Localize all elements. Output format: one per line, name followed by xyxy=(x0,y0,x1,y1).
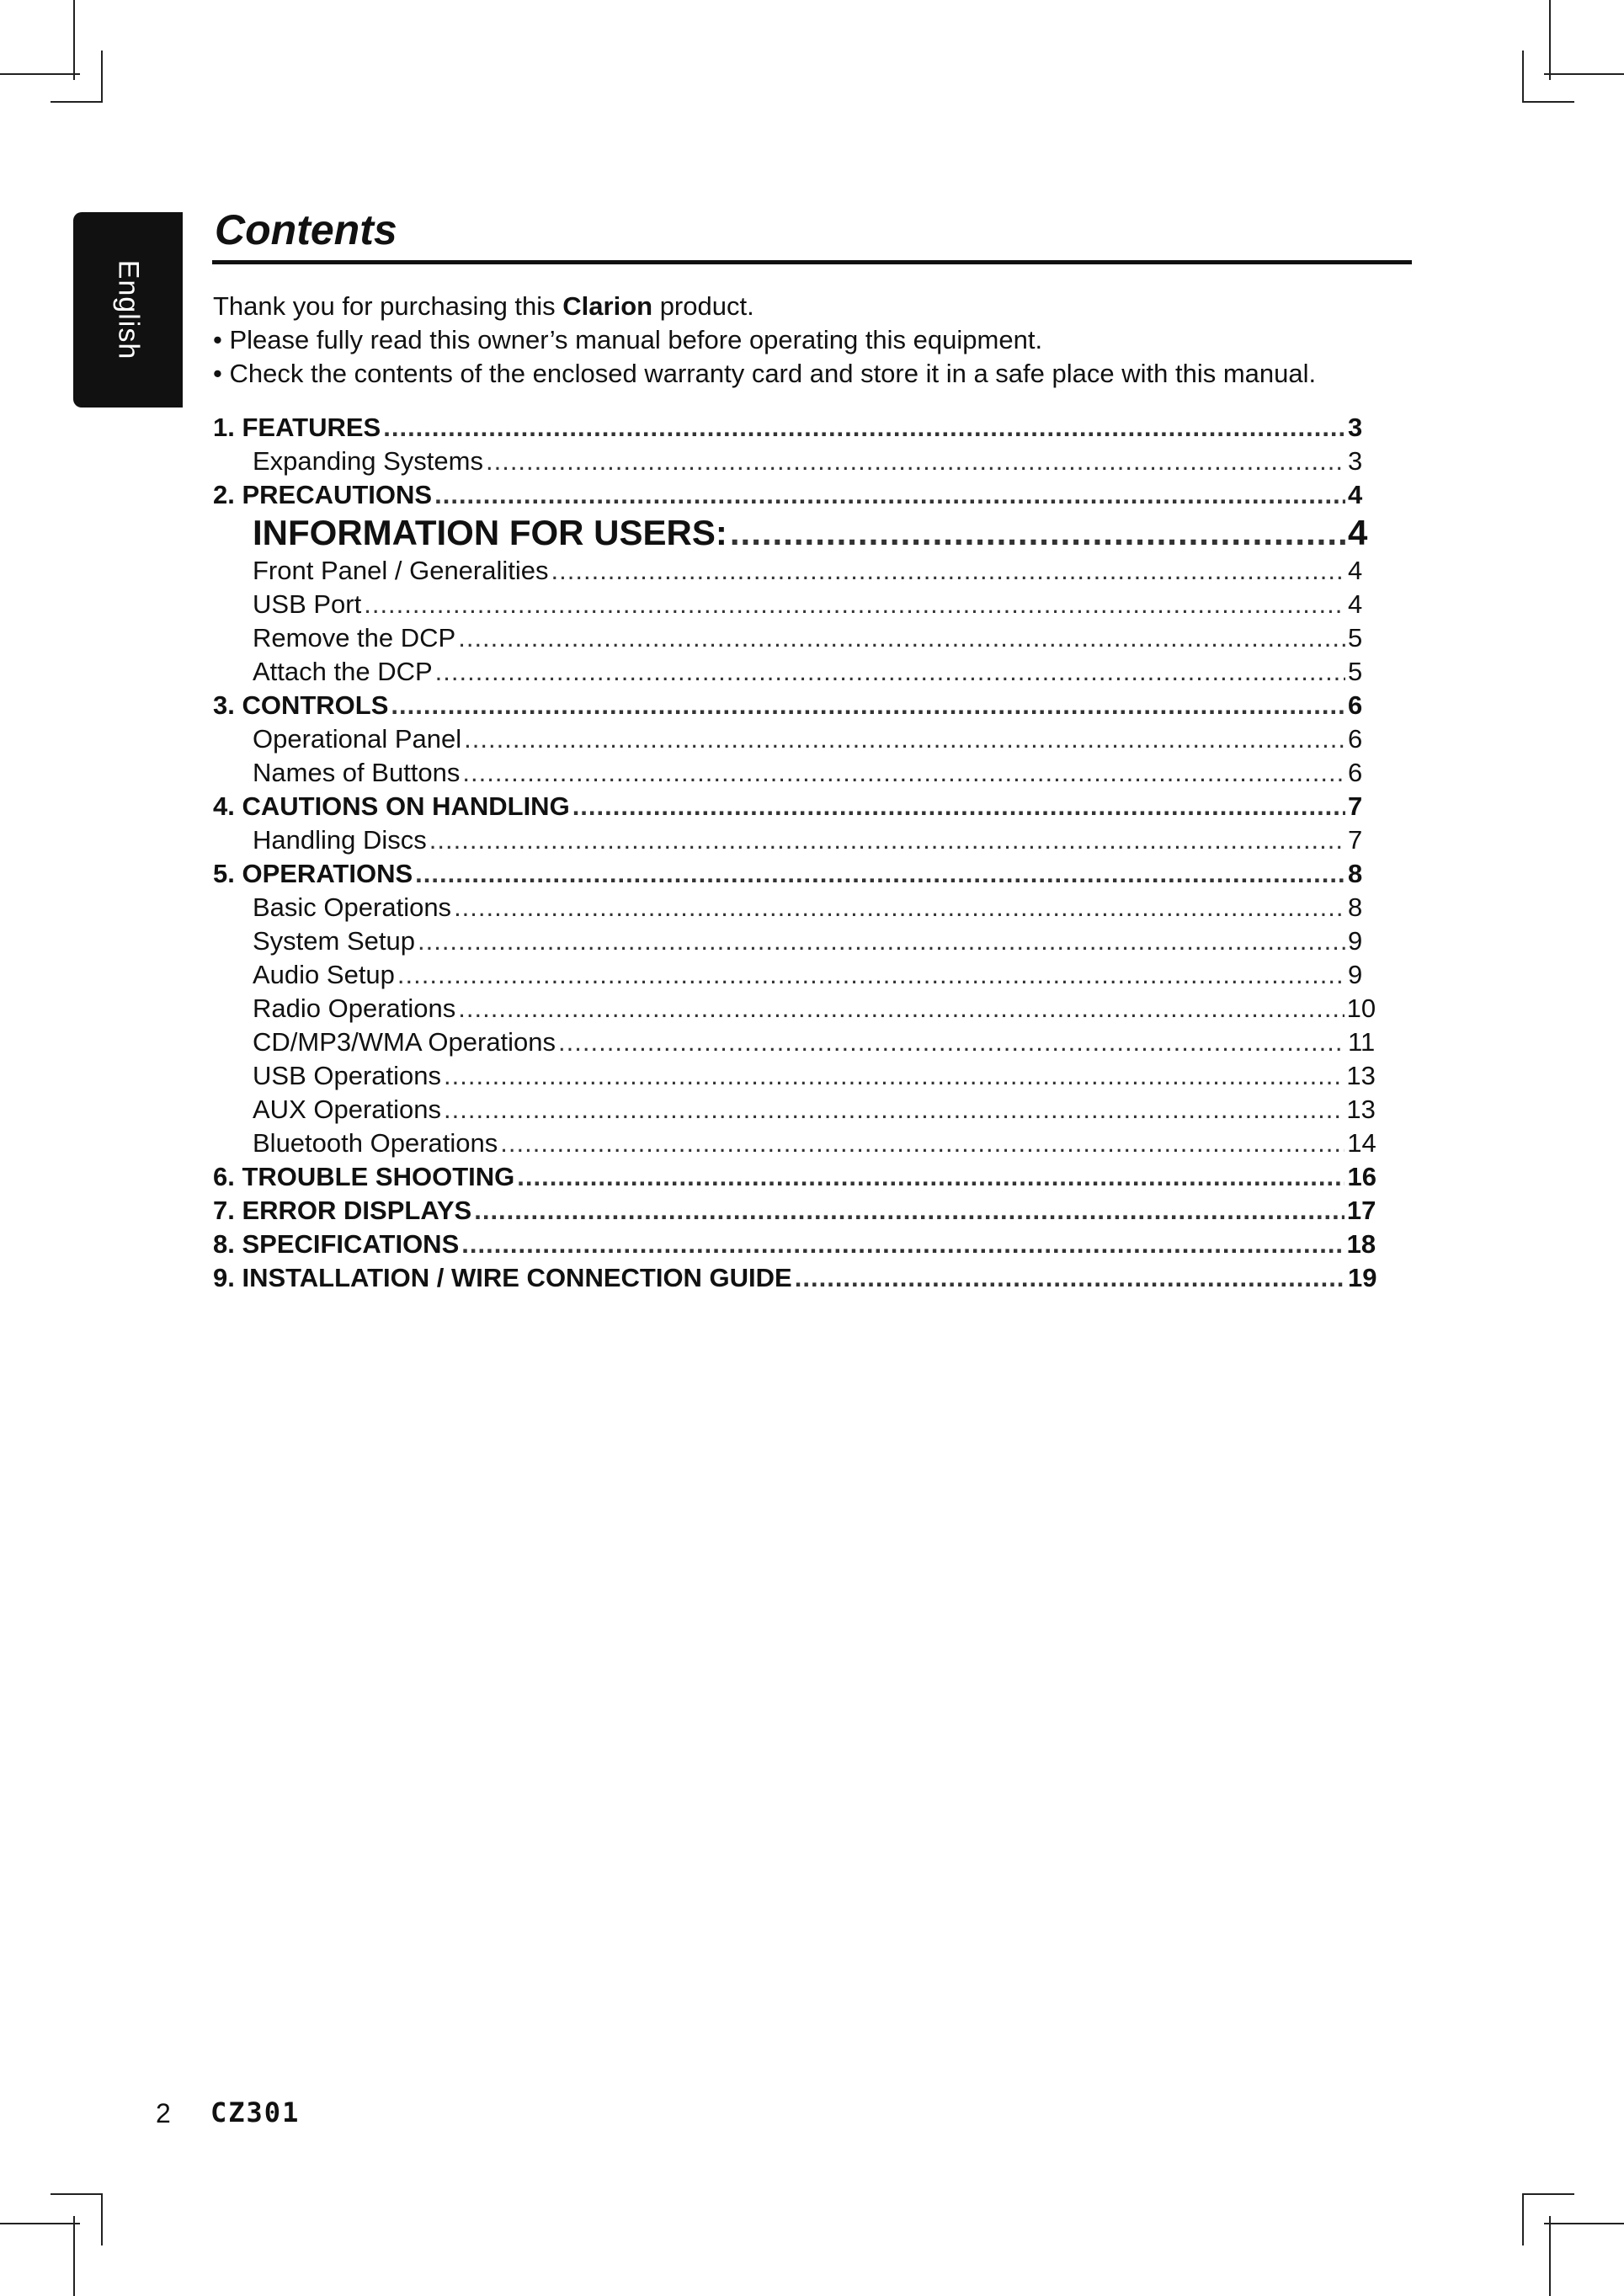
toc-leader-dots xyxy=(551,554,1345,588)
toc-leader-dots xyxy=(486,445,1345,478)
toc-entry[interactable] xyxy=(213,823,1363,857)
toc-entry-label: CD/MP3/WMA Operations xyxy=(253,1027,556,1057)
title-divider xyxy=(212,260,1412,264)
toc-leader-dots xyxy=(558,1025,1345,1059)
intro-thanks xyxy=(213,290,1417,323)
toc-leader-dots xyxy=(517,1160,1344,1194)
intro-text xyxy=(213,290,1417,391)
crop-mark-top-left-v xyxy=(73,0,75,80)
toc-entry-label: Names of Buttons xyxy=(253,758,461,787)
toc-entry-page: 5 xyxy=(1348,657,1363,686)
toc-entry-label: 5. OPERATIONS xyxy=(213,859,413,888)
model-name: CZ301 xyxy=(210,2096,301,2128)
toc-entry[interactable] xyxy=(213,857,1363,891)
language-tab xyxy=(73,212,183,408)
toc-leader-dots xyxy=(435,655,1345,689)
crop-mark-top-right-h2 xyxy=(1522,101,1574,103)
toc-leader-dots xyxy=(391,689,1345,722)
toc-entry-label: INFORMATION FOR USERS: xyxy=(253,513,727,552)
toc-entry[interactable] xyxy=(213,689,1363,722)
crop-mark-top-right-v2 xyxy=(1522,51,1524,103)
toc-entry-page: 8 xyxy=(1348,892,1363,922)
toc-leader-dots xyxy=(500,1127,1344,1160)
toc-entry-page: 10 xyxy=(1346,994,1376,1023)
crop-mark-bottom-left-v2 xyxy=(101,2193,103,2245)
toc-entry[interactable] xyxy=(213,756,1363,790)
toc-entry[interactable] xyxy=(213,411,1363,445)
toc-entry-label: Expanding Systems xyxy=(253,446,483,476)
toc-entry-page: 18 xyxy=(1346,1229,1376,1259)
toc-leader-dots xyxy=(464,722,1345,756)
toc-entry-page: 13 xyxy=(1346,1061,1376,1090)
toc-leader-dots xyxy=(383,411,1345,445)
toc-entry[interactable] xyxy=(213,1160,1376,1194)
toc-entry[interactable] xyxy=(213,1059,1376,1093)
toc-entry[interactable] xyxy=(213,891,1363,924)
toc-entry-page: 17 xyxy=(1346,1196,1376,1225)
toc-entry[interactable] xyxy=(213,512,1368,554)
toc-entry[interactable] xyxy=(213,588,1363,621)
toc-leader-dots xyxy=(572,790,1345,823)
toc-entry-label: 6. TROUBLE SHOOTING xyxy=(213,1162,515,1191)
toc-entry[interactable] xyxy=(213,722,1363,756)
toc-entry-page: 11 xyxy=(1348,1027,1376,1057)
toc-leader-dots xyxy=(434,478,1345,512)
toc-entry-label: Front Panel / Generalities xyxy=(253,556,549,585)
toc-entry-page: 13 xyxy=(1346,1095,1376,1124)
toc-entry[interactable] xyxy=(213,445,1363,478)
toc-entry-label: Remove the DCP xyxy=(253,623,456,653)
toc-entry-page: 3 xyxy=(1348,413,1363,442)
toc-leader-dots xyxy=(454,891,1345,924)
brand-name: Clarion xyxy=(562,291,653,321)
intro-bullet: • Please fully read this owner’s manual before operating this equipment. xyxy=(213,325,1043,354)
toc-entry-label: 4. CAUTIONS ON HANDLING xyxy=(213,791,570,821)
toc-entry-label: Radio Operations xyxy=(253,994,456,1023)
toc-leader-dots xyxy=(415,857,1345,891)
toc-entry[interactable] xyxy=(213,1025,1376,1059)
toc-entry-page: 6 xyxy=(1348,724,1363,754)
crop-mark-bottom-left-v xyxy=(73,2216,75,2296)
intro-bullet: • Check the contents of the enclosed warranty card and store it in a safe place with this manual. xyxy=(213,359,1317,388)
toc-leader-dots xyxy=(397,958,1345,992)
toc-leader-dots xyxy=(444,1093,1344,1127)
toc-entry-label: 1. FEATURES xyxy=(213,413,381,442)
toc-leader-dots xyxy=(461,1228,1344,1261)
toc-entry-label: 8. SPECIFICATIONS xyxy=(213,1229,460,1259)
toc-entry-page: 5 xyxy=(1348,623,1363,653)
page-title: Contents xyxy=(215,206,397,253)
toc-entry-page: 16 xyxy=(1347,1162,1376,1191)
toc-entry-page: 9 xyxy=(1348,960,1363,989)
toc-entry-label: USB Operations xyxy=(253,1061,441,1090)
toc-entry-label: Handling Discs xyxy=(253,825,427,855)
toc-entry-page: 4 xyxy=(1348,480,1363,509)
toc-entry-page: 7 xyxy=(1348,791,1363,821)
crop-mark-top-left-h xyxy=(0,73,80,75)
crop-mark-top-right-h xyxy=(1544,73,1624,75)
toc-entry-page: 9 xyxy=(1348,926,1363,956)
crop-mark-bottom-right-h xyxy=(1544,2223,1624,2224)
toc-entry[interactable] xyxy=(213,1093,1376,1127)
toc-entry-page: 6 xyxy=(1348,758,1363,787)
toc-entry-label: Basic Operations xyxy=(253,892,452,922)
toc-entry[interactable] xyxy=(213,1228,1376,1261)
crop-mark-bottom-left-h2 xyxy=(51,2193,103,2195)
language-tab-label: English xyxy=(112,259,145,360)
crop-mark-top-left-v2 xyxy=(101,51,103,103)
toc-leader-dots xyxy=(795,1261,1345,1295)
toc-entry-page: 19 xyxy=(1348,1263,1377,1292)
toc-leader-dots xyxy=(458,621,1345,655)
toc-leader-dots xyxy=(730,512,1345,554)
toc-entry-label: Operational Panel xyxy=(253,724,462,754)
toc-entry[interactable] xyxy=(213,1127,1376,1160)
toc-entry-label: 2. PRECAUTIONS xyxy=(213,480,433,509)
toc-entry[interactable] xyxy=(213,621,1363,655)
toc-leader-dots xyxy=(474,1194,1344,1228)
crop-mark-bottom-right-v2 xyxy=(1522,2193,1524,2245)
toc-entry[interactable] xyxy=(213,958,1363,992)
table-of-contents xyxy=(213,411,1377,1295)
toc-entry-page: 4 xyxy=(1348,589,1363,619)
toc-entry[interactable] xyxy=(213,478,1363,512)
crop-mark-bottom-right-v xyxy=(1549,2216,1551,2296)
toc-leader-dots xyxy=(418,924,1345,958)
toc-leader-dots xyxy=(364,588,1345,621)
toc-entry[interactable] xyxy=(213,790,1363,823)
toc-entry-page: 8 xyxy=(1348,859,1363,888)
toc-entry-page: 4 xyxy=(1348,513,1368,552)
crop-mark-bottom-left-h xyxy=(0,2223,80,2224)
crop-mark-top-right-v xyxy=(1549,0,1551,80)
toc-entry[interactable] xyxy=(213,554,1363,588)
toc-entry-label: Attach the DCP xyxy=(253,657,433,686)
intro-thanks-suffix: product. xyxy=(652,291,754,321)
toc-entry-label: 7. ERROR DISPLAYS xyxy=(213,1196,472,1225)
toc-entry-label: Audio Setup xyxy=(253,960,395,989)
toc-leader-dots xyxy=(429,823,1345,857)
page-number: 2 xyxy=(156,2098,171,2128)
toc-entry-page: 14 xyxy=(1347,1128,1376,1158)
toc-leader-dots xyxy=(462,756,1345,790)
toc-entry-label: Bluetooth Operations xyxy=(253,1128,498,1158)
toc-entry-label: AUX Operations xyxy=(253,1095,441,1124)
toc-entry[interactable] xyxy=(213,924,1363,958)
intro-thanks-prefix: Thank you for purchasing this xyxy=(213,291,563,321)
toc-entry[interactable] xyxy=(213,1194,1376,1228)
toc-entry[interactable] xyxy=(213,1261,1377,1295)
crop-mark-bottom-right-h2 xyxy=(1522,2193,1574,2195)
toc-entry-label: System Setup xyxy=(253,926,415,956)
toc-entry-page: 7 xyxy=(1348,825,1363,855)
toc-leader-dots xyxy=(458,992,1344,1025)
toc-entry-page: 4 xyxy=(1348,556,1363,585)
toc-entry-label: USB Port xyxy=(253,589,362,619)
toc-leader-dots xyxy=(444,1059,1344,1093)
toc-entry-page: 3 xyxy=(1348,446,1363,476)
toc-entry[interactable] xyxy=(213,992,1376,1025)
toc-entry[interactable] xyxy=(213,655,1363,689)
toc-entry-page: 6 xyxy=(1348,690,1363,720)
crop-mark-top-left-h2 xyxy=(51,101,103,103)
toc-entry-label: 3. CONTROLS xyxy=(213,690,389,720)
toc-entry-label: 9. INSTALLATION / WIRE CONNECTION GUIDE xyxy=(213,1263,792,1292)
